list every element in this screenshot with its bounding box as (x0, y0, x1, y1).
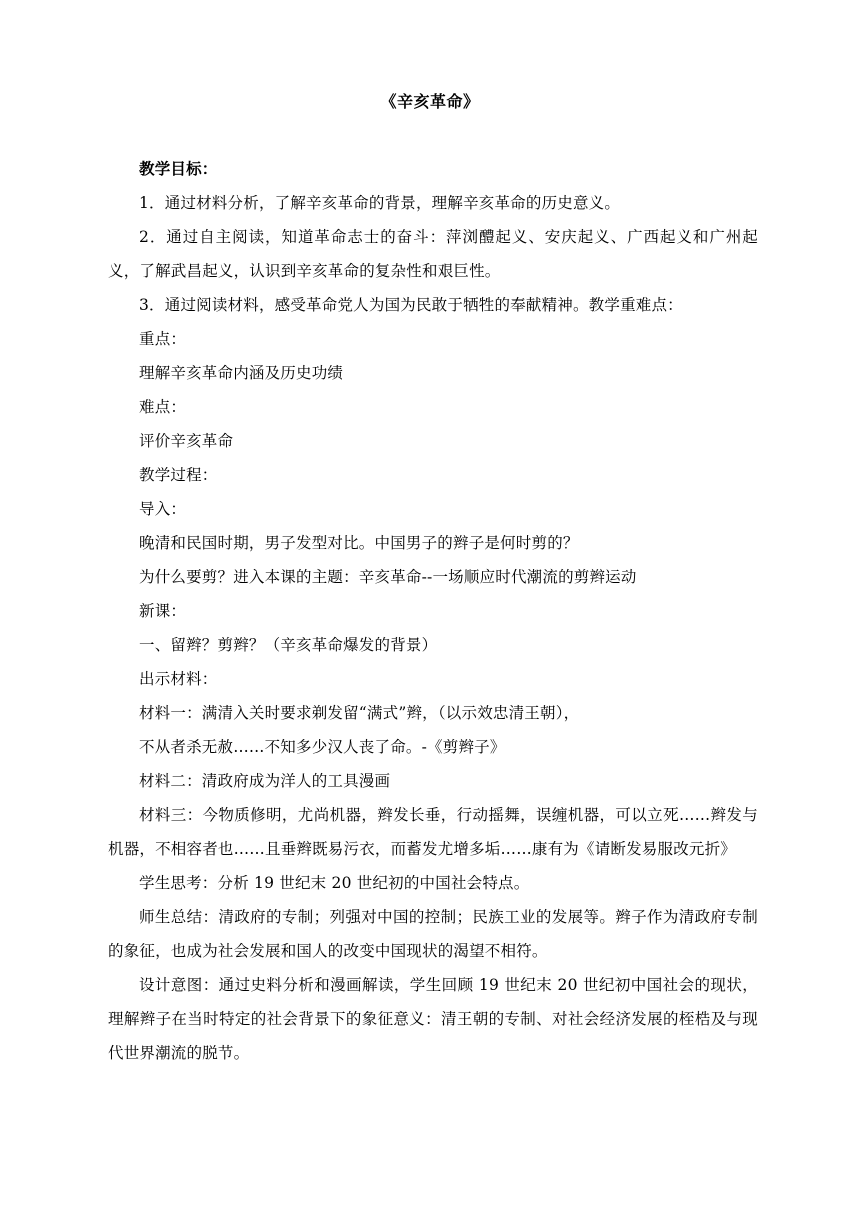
document-title: 《辛亥革命》 (380, 92, 480, 111)
paragraph-intro-2: 为什么要剪？进入本课的主题：辛亥革命--一场顺应时代潮流的剪辫运动 (139, 568, 637, 586)
paragraph-key-point-label: 重点： (139, 330, 187, 348)
paragraph-teaching-goals-heading: 教学目标： (139, 159, 218, 178)
paragraph-goal-3: 3．通过阅读材料，感受革命党人为国为民敢于牺牲的奉献精神。教学重难点： (139, 296, 683, 314)
paragraph-difficulty: 评价辛亥革命 (139, 432, 234, 450)
paragraph-goal-1: 1．通过材料分析，了解辛亥革命的背景，理解辛亥革命的历史意义。 (139, 194, 621, 212)
paragraph-material-1a: 材料一：满清入关时要求剃发留“满式”辫，（以示效忠清王朝）， (139, 704, 580, 722)
paragraph-material-2: 材料二：清政府成为洋人的工具漫画 (139, 772, 391, 790)
paragraph-summary: 师生总结：清政府的专制；列强对中国的控制；民族工业的发展等。辫子作为清政府专制的象征，也成为社会发展和国人的改变中国现状的渴望不相符。 (108, 908, 758, 960)
paragraph-intro-1: 晚清和民国时期，男子发型对比。中国男子的辫子是何时剪的？ (139, 534, 579, 552)
paragraph-design-intent: 设计意图：通过史料分析和漫画解读，学生回顾 19 世纪末 20 世纪初中国社会的现状，理解辫子在当时特定的社会背景下的象征意义：清王朝的专制、对社会经济发展的桎梏及与现代世界潮流的脱节。 (108, 976, 758, 1062)
paragraph-student-thinking: 学生思考：分析 19 世纪末 20 世纪初的中国社会特点。 (139, 874, 530, 892)
paragraph-intro-label: 导入： (139, 500, 187, 518)
paragraph-process-heading: 教学过程： (139, 466, 218, 484)
paragraph-new-lesson-label: 新课： (139, 602, 187, 620)
paragraph-show-materials: 出示材料： (139, 670, 218, 688)
paragraph-material-1b: 不从者杀无赦……不知多少汉人丧了命。-《剪辫子》 (139, 738, 506, 756)
paragraph-material-3: 材料三：今物质修明，尤尚机器，辫发长垂，行动摇舞，误缠机器，可以立死……辫发与机器，不相容者也……且垂辫既易污衣，而蓄发尤增多垢……康有为《请断发易服改元折》 (108, 806, 758, 858)
paragraph-key-point: 理解辛亥革命内涵及历史功绩 (139, 364, 344, 382)
paragraph-goal-2: 2．通过自主阅读，知道革命志士的奋斗：萍浏醴起义、安庆起义、广西起义和广州起义，了解武昌起义，认识到辛亥革命的复杂性和艰巨性。 (108, 228, 758, 280)
paragraph-section-1-heading: 一、留辫？剪辫？（辛亥革命爆发的背景） (139, 636, 438, 654)
paragraph-difficulty-label: 难点： (139, 398, 187, 416)
document-body (108, 152, 758, 1070)
